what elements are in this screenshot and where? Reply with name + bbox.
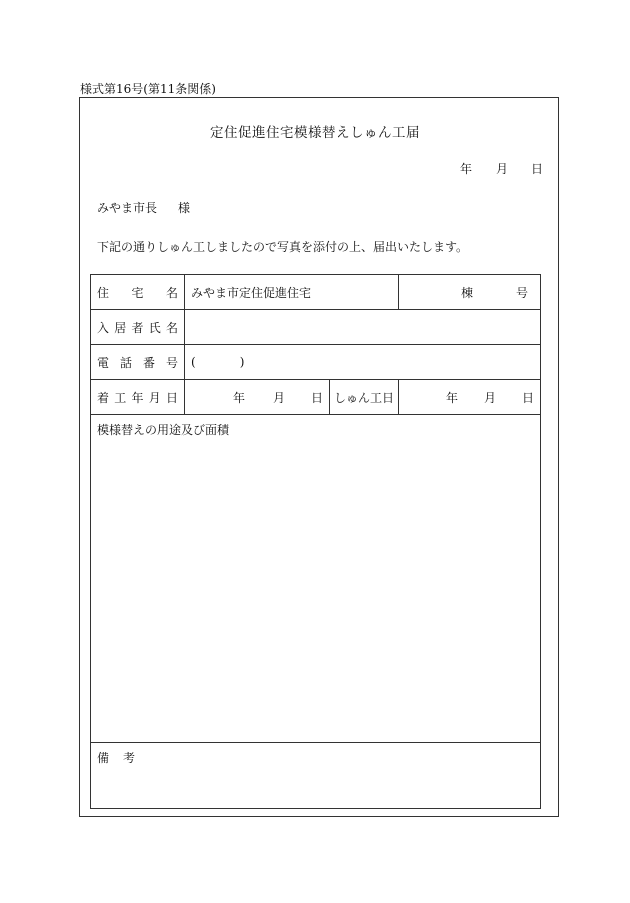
phone-paren-close: ) [239,355,245,369]
completion-date-label: しゅん工日 [330,380,399,415]
start-month-label: 月 [272,390,285,405]
date-year-label: 年 [460,162,473,176]
building-number-field[interactable] [399,275,541,310]
remarks-label: 備 考 [97,751,136,765]
row-address [91,275,541,310]
row-resident [91,310,541,345]
completion-month-label: 月 [483,390,496,405]
phone-label: 電 話 番 号 [91,345,185,380]
resident-name-label: 入 居 者 氏 名 [91,310,185,345]
start-day-label: 日 [310,390,323,405]
usage-area-field[interactable] [91,415,541,743]
row-dates [91,380,541,415]
start-date-field[interactable] [185,380,330,415]
date-month-label: 月 [496,162,509,176]
building-label: 棟 [461,285,474,300]
form-number: 様式第16号(第11条関係) [80,82,216,96]
addressee-name: みやま市長 [97,201,158,215]
form-title: 定住促進住宅模様替えしゅん工届 [210,125,420,141]
address-label: 住 宅 名 [91,275,185,310]
completion-year-label: 年 [445,390,458,405]
completion-date-field[interactable] [399,380,541,415]
date-day-label: 日 [531,162,544,176]
remarks-field[interactable] [91,743,541,809]
completion-day-label: 日 [522,390,535,405]
number-label: 号 [516,285,529,300]
phone-field[interactable] [185,345,541,380]
start-year-label: 年 [232,390,245,405]
application-table [90,274,541,809]
address-value: みやま市定住促進住宅 [185,275,399,310]
resident-name-field[interactable] [185,310,541,345]
statement-text: 下記の通りしゅん工しましたので写真を添付の上、届出いたします。 [97,240,469,254]
row-phone [91,345,541,380]
addressee-honorific: 様 [178,201,191,215]
start-date-label: 着 工 年 月 日 [91,380,185,415]
usage-area-label: 模様替えの用途及び面積 [97,423,230,437]
row-usage [91,415,541,743]
row-remarks [91,743,541,809]
phone-paren-open: ( [191,355,196,369]
